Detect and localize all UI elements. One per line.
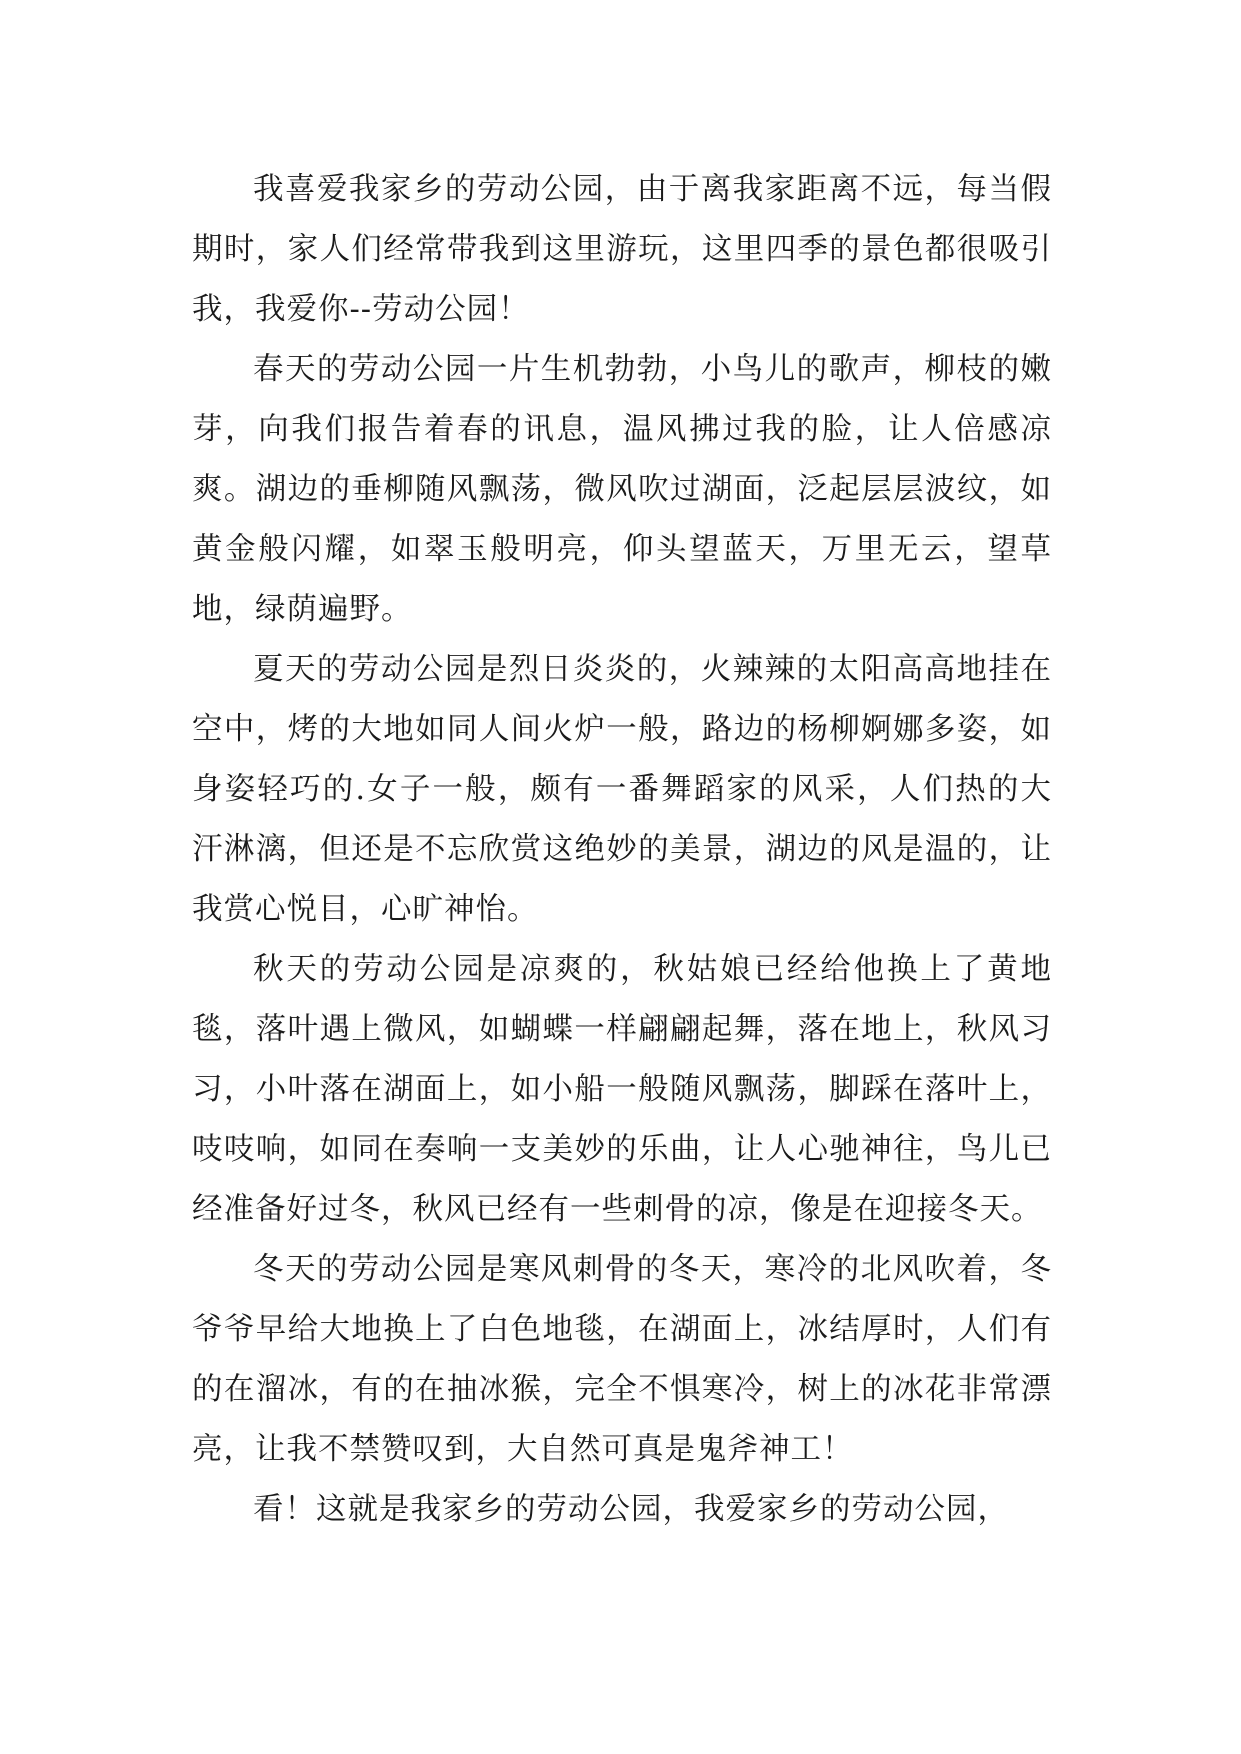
paragraph-spring: 春天的劳动公园一片生机勃勃，小鸟儿的歌声，柳枝的嫩芽，向我们报告着春的讯息，温风拂过我的脸，让人倍感凉爽。湖边的垂柳随风飘荡，微风吹过湖面，泛起层层波纹，如黄金般闪耀，如翠玉般明亮，仰头望蓝天，万里无云，望草地，绿荫遍野。 bbox=[192, 352, 1052, 627]
paragraph-autumn: 秋天的劳动公园是凉爽的，秋姑娘已经给他换上了黄地毯，落叶遇上微风，如蝴蝶一样翩翩起舞，落在地上，秋风习习，小叶落在湖面上，如小船一般随风飘荡，脚踩在落叶上，吱吱响，如同在奏响一支美妙的乐曲，让人心驰神往，鸟儿已经准备好过冬，秋风已经有一些刺骨的凉，像是在迎接冬天。 bbox=[192, 952, 1052, 1227]
paragraph-intro: 我喜爱我家乡的劳动公园，由于离我家距离不远，每当假期时，家人们经常带我到这里游玩，这里四季的景色都很吸引我，我爱你--劳动公园！ bbox=[192, 172, 1052, 327]
document-body bbox=[192, 160, 1052, 1540]
paragraph-conclusion: 看！这就是我家乡的劳动公园，我爱家乡的劳动公园， bbox=[253, 1492, 1009, 1527]
paragraph-summer: 夏天的劳动公园是烈日炎炎的，火辣辣的太阳高高地挂在空中，烤的大地如同人间火炉一般，路边的杨柳婀娜多姿，如身姿轻巧的.女子一般，颇有一番舞蹈家的风采，人们热的大汗淋漓，但还是不忘欣赏这绝妙的美景，湖边的风是温的，让我赏心悦目，心旷神怡。 bbox=[192, 652, 1052, 927]
paragraph-winter: 冬天的劳动公园是寒风刺骨的冬天，寒冷的北风吹着，冬爷爷早给大地换上了白色地毯，在湖面上，冰结厚时，人们有的在溜冰，有的在抽冰猴，完全不惧寒冷，树上的冰花非常漂亮，让我不禁赞叹到，大自然可真是鬼斧神工！ bbox=[192, 1252, 1052, 1467]
